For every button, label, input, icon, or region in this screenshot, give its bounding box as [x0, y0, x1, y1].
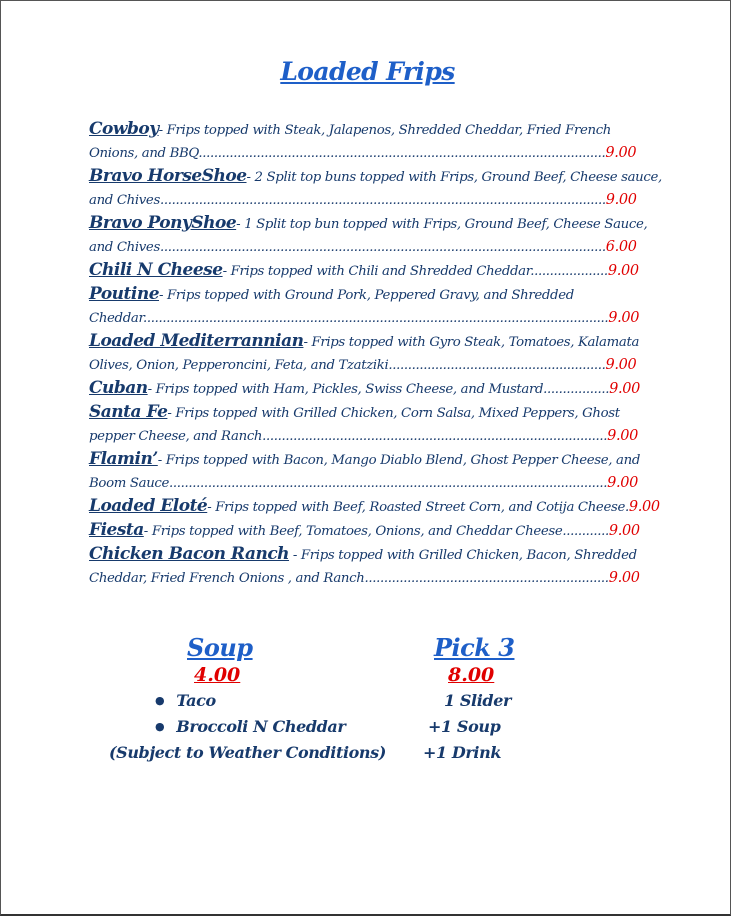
dot-leader: ....................: [530, 264, 608, 279]
menu-item-price: 9.00: [609, 381, 640, 397]
menu-item-line: [89, 567, 649, 590]
menu-item-name: Flamin’: [89, 449, 158, 469]
menu-item-description: Onions, and BBQ: [89, 146, 199, 161]
menu-item-description: - Frips topped with Ham, Pickles, Swiss Cheese, and Mustard: [147, 382, 544, 397]
menu-item-name: Cowboy: [89, 119, 159, 139]
menu-item-description: and Chives: [89, 240, 160, 255]
pick3-line: 1 Slider: [444, 691, 512, 710]
dot-leader: .........................................................................................: [262, 429, 608, 444]
menu-item-description: Cheddar, Fried French Onions , and Ranch: [89, 571, 365, 586]
pick3-line: +1 Drink: [423, 743, 502, 762]
menu-item-line: [89, 401, 649, 425]
soup-note: (Subject to Weather Conditions): [109, 743, 386, 762]
menu-item-line: [89, 330, 649, 354]
menu-item-name: Chili N Cheese: [89, 260, 223, 280]
menu-item-name: Cuban: [89, 378, 148, 398]
menu-item-line: [89, 283, 649, 307]
menu-item: [89, 448, 649, 495]
menu-item-line: [89, 519, 649, 543]
menu-item: [89, 259, 649, 283]
menu-item-price: 9.00: [607, 263, 639, 279]
menu-item-name: Loaded Eloté: [89, 496, 208, 516]
pick3-line: +1 Soup: [428, 717, 501, 736]
menu-item-name: Fiesta: [89, 520, 144, 540]
dot-leader: ........................................................................................................................: [143, 311, 609, 326]
menu-item-description: Olives, Onion, Pepperoncini, Feta, and Tzatziki: [89, 358, 389, 373]
dot-leader: .................: [543, 382, 610, 397]
dot-leader: .................................................................................................................: [169, 476, 608, 491]
menu-title: Loaded Frips: [280, 57, 455, 86]
dot-leader: ...................................................................................................................: [159, 240, 606, 255]
menu-item-name: Santa Fe: [89, 402, 168, 422]
menu-item: [89, 212, 649, 259]
menu-item: [89, 543, 649, 590]
menu-item-price: 9.00: [608, 570, 640, 586]
soup-option: ● Taco: [101, 688, 381, 714]
soup-price: 4.00: [194, 664, 241, 686]
soup-title: Soup: [187, 633, 253, 662]
dot-leader: ...............................................................: [364, 571, 609, 586]
soup-option: ● Broccoli N Cheddar: [101, 714, 381, 740]
menu-item-description: - Frips topped with Bacon, Mango Diablo Blend, Ghost Pepper Cheese, and: [157, 453, 640, 468]
menu-item-description: - Frips topped with Grilled Chicken, Bacon, Shredded: [289, 548, 637, 563]
dot-leader: ........................................................: [388, 358, 606, 373]
menu-item-price: 9.00: [628, 499, 660, 515]
menu-item-name: Chicken Bacon Ranch: [89, 544, 290, 564]
menu-item-line: [89, 472, 649, 495]
menu-item-price: 6.00: [605, 239, 637, 255]
menu-item: [89, 330, 649, 377]
pick3-section: [406, 633, 566, 766]
menu-item-description: and Chives: [89, 193, 160, 208]
menu-item-line: [89, 448, 649, 472]
menu-item-line: [89, 354, 649, 377]
menu-item-line: [89, 142, 649, 165]
menu-item-price: 9.00: [608, 310, 640, 326]
menu-item-description: pepper Cheese, and Ranch: [89, 429, 263, 444]
menu-item-description: - Frips topped with Gyro Steak, Tomatoes, Kalamata: [303, 335, 640, 350]
menu-item: [89, 165, 662, 212]
menu-item-price: 9.00: [605, 145, 637, 161]
menu-item-price: 9.00: [607, 475, 639, 491]
dot-leader: ...................................................................................................................: [159, 193, 606, 208]
menu-item-description: Cheddar: [89, 311, 144, 326]
pick3-price: 8.00: [448, 664, 495, 686]
menu-item-line: [89, 236, 649, 259]
menu-item-line: [89, 377, 649, 401]
menu-item-description: Boom Sauce: [89, 476, 170, 491]
menu-item-line: [89, 425, 649, 448]
menu-item-description: - Frips topped with Beef, Tomatoes, Onions, and Cheddar Cheese: [143, 524, 563, 539]
menu-item-description: - 2 Split top buns topped with Frips, Ground Beef, Cheese sauce,: [246, 170, 662, 185]
menu-item: [89, 377, 649, 401]
menu-item-description: - 1 Split top bun topped with Frips, Ground Beef, Cheese Sauce,: [236, 217, 648, 232]
menu-item: [89, 283, 649, 330]
menu-item-description: - Frips topped with Ground Pork, Peppered Gravy, and Shredded: [159, 288, 574, 303]
menu-item-line: [89, 118, 649, 142]
menu-item-name: Poutine: [89, 284, 160, 304]
menu-item-line: [89, 165, 662, 189]
menu-item-line: [89, 212, 649, 236]
menu-item-line: [89, 259, 649, 283]
pick3-title: Pick 3: [434, 633, 515, 662]
menu-item-price: 9.00: [608, 523, 640, 539]
menu-item-name: Loaded Mediterrannian: [89, 331, 304, 351]
menu-item-line: [89, 543, 649, 567]
menu-item-line: [89, 495, 660, 519]
menu-items-list: [89, 118, 662, 590]
dot-leader: .........................................................................................................: [198, 146, 606, 161]
menu-item-price: 9.00: [605, 357, 637, 373]
soup-section: [101, 633, 386, 766]
menu-item-line: [89, 307, 649, 330]
menu-item-price: 9.00: [605, 192, 637, 208]
menu-item-name: Bravo HorseShoe: [89, 166, 247, 186]
menu-item-line: [89, 189, 649, 212]
menu-item: [89, 519, 649, 543]
dot-leader: ............: [562, 524, 609, 539]
menu-item-description: - Frips topped with Beef, Roasted Street Corn, and Cotija Cheese.: [207, 500, 629, 515]
menu-item: [89, 118, 649, 165]
menu-item-description: - Frips topped with Grilled Chicken, Corn Salsa, Mixed Peppers, Ghost: [167, 406, 620, 421]
menu-item-name: Bravo PonyShoe: [89, 213, 237, 233]
menu-item-description: - Frips topped with Chili and Shredded Cheddar: [222, 264, 531, 279]
menu-item: [89, 495, 660, 519]
menu-item-description: - Frips topped with Steak, Jalapenos, Shredded Cheddar, Fried French: [158, 123, 612, 138]
menu-item: [89, 401, 649, 448]
menu-item-price: 9.00: [607, 428, 639, 444]
